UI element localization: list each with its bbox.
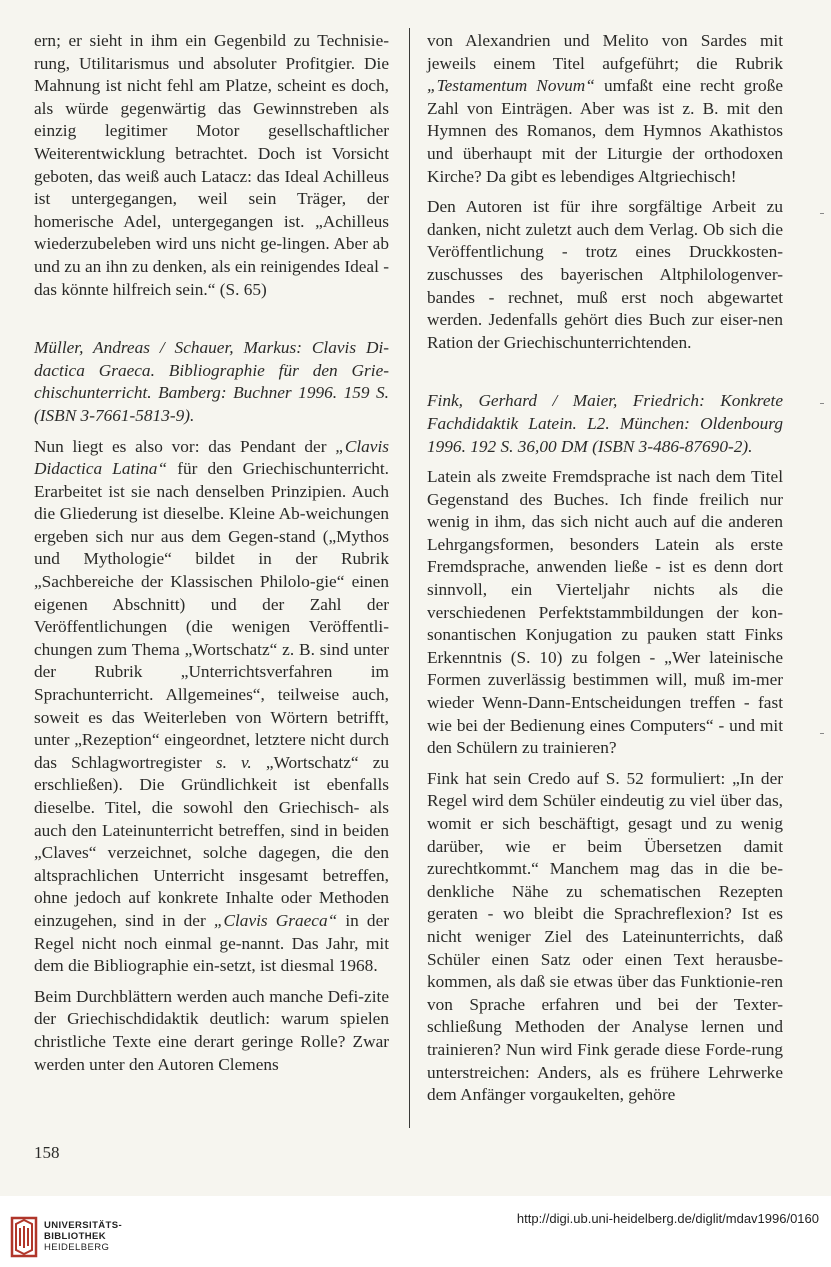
page-number: 158 <box>34 1143 60 1162</box>
library-logo-icon <box>10 1216 38 1258</box>
paragraph: Latein als zweite Fremdsprache ist nach dem Titel Gegenstand des Buches. Ich finde freilich nur wenig in ihm, das sich nicht auch auf die anderen Lehrgangsformen, besonders Latein als erste Fremdsprache, anwenden ließe - ist es denn dort sinnvoll, ein Vierteljahr nichts als die verschiedenen Perfektstammbildungen der kon-sonantischen Konjugation zu pauken statt Finks Erkenntnis (S. 10) zu folgen - „Wer lateinische Formen zuverlässig bestimmen will, muß im-mer wieder Wenn-Dann-Entscheidungen treffen - fast wie bei der Bedienung eines Computers“ - und mit den Schülern zu trainieren? <box>427 467 783 758</box>
paragraph: Beim Durchblättern werden auch manche Defi-zite der Griechischdidaktik deutlich: warum spielen christliche Texte eine derart geringe Rolle? Zwar werden unter den Autoren Clemens <box>34 986 389 1074</box>
library-logo-text: UNIVERSITÄTS- BIBLIOTHEK HEIDELBERG <box>44 1220 123 1253</box>
margin-mark <box>820 213 824 214</box>
margin-mark <box>820 403 824 404</box>
paragraph: Den Autoren ist für ihre sorgfältige Arbeit zu danken, nicht zuletzt auch dem Verlag. Ob sich die Veröffentlichung - trotz eines Druckkosten-zuschusses des bayerischen Altphilologenver-bandes - rechnet, muß erst noch abgewartet werden. Jedenfalls gehört dies Buch zur eiser-nen Ration der Griechischunterrichtenden. <box>427 197 783 352</box>
right-column <box>427 30 783 1107</box>
margin-mark <box>820 733 824 734</box>
paragraph: Nun liegt es also vor: das Pendant der „Clavis Didactica Latina“ für den Griechischunterricht. Erarbeitet ist sie nach denselben Prinzipien. Auch die Gliederung ist dieselbe. Kleine Ab-weichungen ergeben sich nur aus dem Gegen-stand („Mythos und Mythologie“ bildet in der Rubrik „Sachbereiche der Klassischen Philolo-gie“ einen eigenen Abschnitt) und der Zahl der Veröffentlichungen (die wenigen Veröffentli-chungen zum Thema „Wortschatz“ z. B. sind unter der Rubrik „Unterrichtsverfahren im Sprachunterricht. Allgemeines“, teilweise auch, soweit es das Weiterleben von Wörtern betrifft, unter „Rezeption“ eingeordnet, letztere nicht durch das Schlagwortregister s. v. „Wortschatz“ zu erschließen). Die Gründlichkeit ist ebenfalls dieselbe. Titel, die sowohl den Griechisch- als auch den Lateinunterricht betreffen, sind in beiden „Claves“ verzeichnet, solche dagegen, die den altsprachlichen Unterricht insgesamt betreffen, ohne jedoch auf konkrete Inhalte oder Methoden einzugehen, sind in der „Clavis Graeca“ in der Regel nicht noch einmal ge-nannt. Das Jahr, mit dem die Bibliographie ein-setzt, ist diesmal 1968. <box>34 436 390 976</box>
source-url[interactable]: http://digi.ub.uni-heidelberg.de/diglit/mdav1996/0160 <box>516 1211 819 1226</box>
paragraph: von Alexandrien und Melito von Sardes mit jeweils einem Titel aufgeführt; die Rubrik „Testamentum Novum“ umfaßt eine recht große Zahl von Einträgen. Aber was ist z. B. mit den Hymnen des Romanos, dem Hymnos Akathistos und überhaupt mit der Liturgie der orthodoxen Kirche? Da gibt es lebendiges Altgriechisch! <box>427 31 784 186</box>
bibliographic-reference: Müller, Andreas / Schauer, Markus: Clavis Di-dactica Graeca. Bibliographie für den Grie-chischunterricht. Bamberg: Buchner 1996. 159 S. (ISBN 3-7661-5813-9). <box>34 338 389 425</box>
footer-bar <box>0 1196 831 1267</box>
paragraph: Fink hat sein Credo auf S. 52 formuliert: „In der Regel wird dem Schüler eindeutig zu viel über das, womit er sich beschäftigt, gesagt und zu wenig darüber, wie er beim Übersetzen damit zurechtkommt.“ Manchem mag das in die be-denkliche Nähe zu schematischen Rezepten geraten - wo bleibt die Sprachreflexion? Ist es nicht weniger Ziel des Lateinunterrichts, daß Schüler einen Satz oder einen Text herausbe-kommen, als daß sie etwas über das Funktionie-ren von Sprache erfahren und bei der Texter-schließung Methoden der Analyse lernen und trainieren? Nun wird Fink gerade diese Forde-rung unterstreichen: Anders, als es frühere Lehrwerke dem Anfänger vorgaukelten, gehöre <box>427 768 783 1105</box>
left-column <box>34 30 389 1076</box>
paragraph: ern; er sieht in ihm ein Gegenbild zu Technisie-rung, Utilitarismus und absoluter Profitgier. Die Mahnung ist nicht fehl am Platze, scheint es doch, als würde gegenwärtig das Gewinnstreben als einzig legitimer Motor gesellschaftlicher Weiterentwicklung betrachtet. Doch ist Vorsicht geboten, das weiß auch Latacz: das Ideal Achilleus ist untergegangen, weil sein Träger, der homerische Adel, untergegangen ist. „Achilleus wiederzubeleben wird uns nicht ge-lingen. Aber ab und zu an ihn zu denken, als ein reinigendes Ideal - das könnte hilfreich sein.“ (S. 65) <box>34 31 389 299</box>
column-divider <box>409 28 410 1128</box>
bibliographic-reference: Fink, Gerhard / Maier, Friedrich: Konkrete Fachdidaktik Latein. L2. München: Oldenbourg 1996. 192 S. 36,00 DM (ISBN 3-486-87690-2). <box>427 391 783 456</box>
